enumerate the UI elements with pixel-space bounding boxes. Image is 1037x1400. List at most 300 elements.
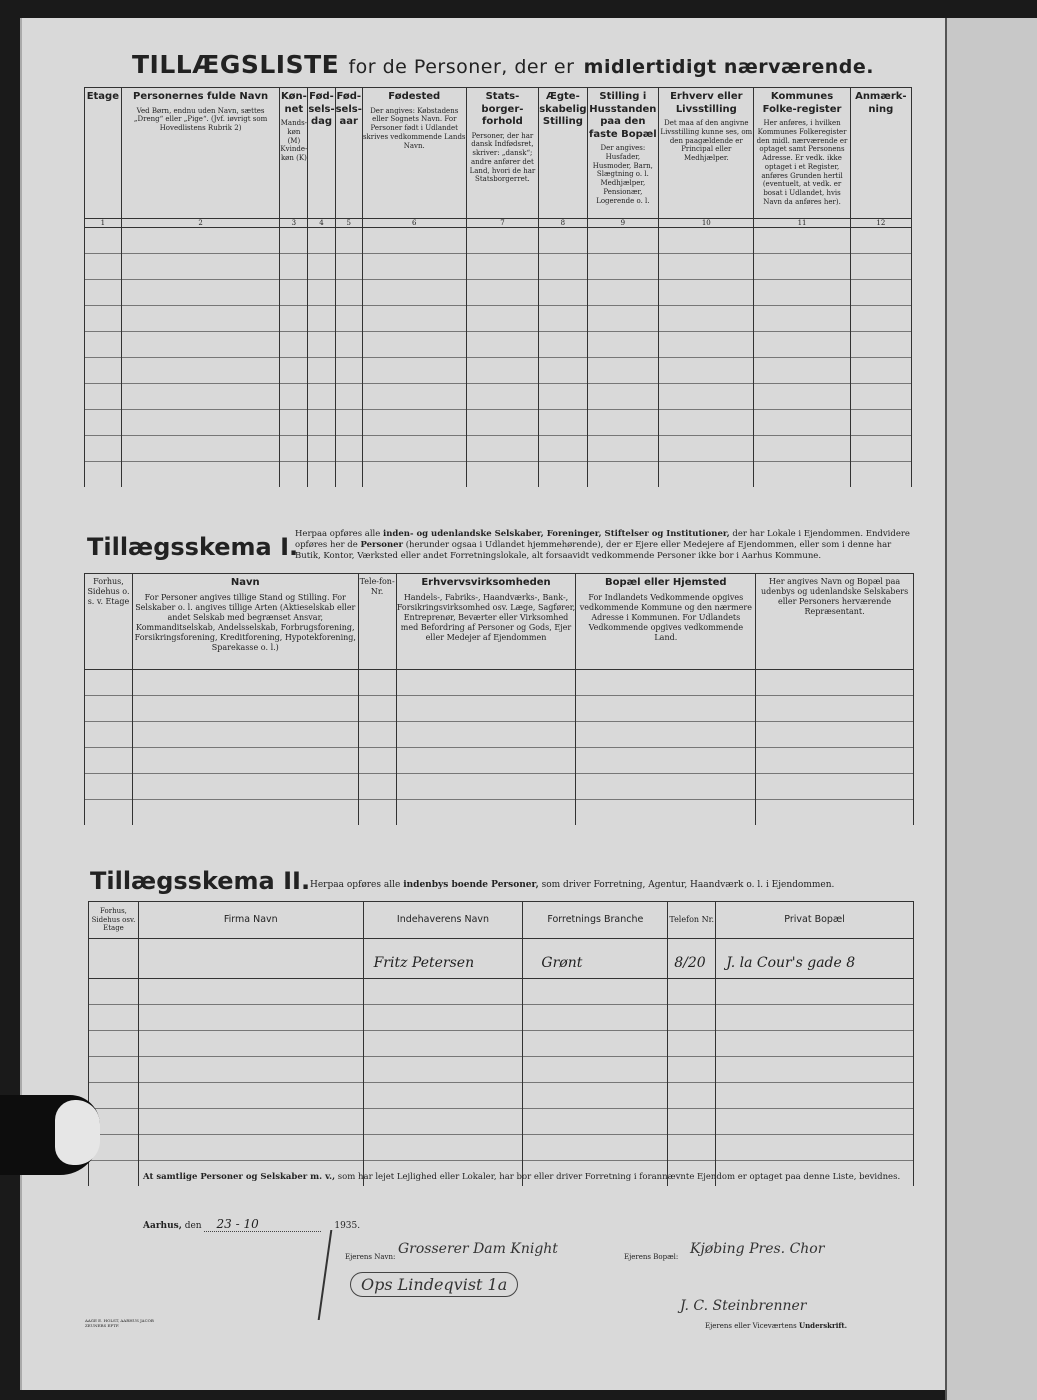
liste-col-number-6: 6 xyxy=(362,219,466,228)
liste-cell xyxy=(539,410,587,436)
skema2-table xyxy=(88,901,914,1186)
liste-cell xyxy=(587,280,659,306)
liste-cell xyxy=(362,228,466,254)
liste-cell xyxy=(362,410,466,436)
liste-cell xyxy=(335,254,362,280)
liste-col-header-12 xyxy=(850,88,911,219)
liste-cell xyxy=(587,254,659,280)
skema1-cell xyxy=(756,722,914,748)
liste-col-number-7: 7 xyxy=(466,219,539,228)
skema1-col-desc-3: Tele-fon-Nr. xyxy=(359,577,395,596)
skema1-cell xyxy=(576,774,756,800)
skema1-col-desc-6: Her angives Navn og Bopæl paa udenbys og udenlandske Selskabers eller Personers herværende Repræsentant. xyxy=(760,577,909,616)
skema1-desc-e: (herunder ogsaa i Udlandet hjemmehørende), der er Ejere eller Medejere af Ejendommen, eller som i denne har Butik, Kontor, Værksted eller andet Forretningslokale, alt forsaavidt vedkommende Personer ikke bor i Aarhus Kommune. xyxy=(295,540,892,562)
skema1-desc-b: inden- og udenlandske Selskaber, Foreninger, Stiftelser og Institutioner, xyxy=(383,529,730,539)
skema1-col-header-2 xyxy=(132,574,358,670)
liste-cell xyxy=(754,228,850,254)
skema1-cell xyxy=(85,722,133,748)
skema2-cell xyxy=(523,1135,668,1161)
liste-row xyxy=(85,306,912,332)
skema2-cell xyxy=(668,1031,716,1057)
liste-cell xyxy=(466,462,539,488)
skema1-cell xyxy=(358,800,396,826)
skema2-desc-a: Herpaa opføres alle xyxy=(310,880,401,890)
skema2-body xyxy=(89,979,914,1187)
liste-cell xyxy=(85,358,122,384)
liste-cell xyxy=(539,358,587,384)
liste-cell xyxy=(362,332,466,358)
skema1-cell xyxy=(576,670,756,696)
skema2-cell-branche: Grønt xyxy=(523,939,668,979)
liste-cell xyxy=(308,358,335,384)
skema1-col-header-1 xyxy=(85,574,133,670)
liste-cell xyxy=(850,254,911,280)
skema1-cell xyxy=(756,696,914,722)
skema1-col-desc-5: For Indlandets Vedkommende opgives vedkommende Kommune og den nærmere Adresse i Kommunen. For Udlandets Vedkommende opgives vedkommende Land. xyxy=(579,592,752,642)
owner-extra-note: Ops Lindeqvist 1a xyxy=(350,1272,518,1297)
liste-cell xyxy=(335,410,362,436)
liste-cell xyxy=(280,254,308,280)
liste-cell xyxy=(85,228,122,254)
liste-row xyxy=(85,254,912,280)
skema2-col-header-4: Forretnings Branche xyxy=(523,902,668,939)
skema1-col-header-6 xyxy=(756,574,914,670)
liste-col-title-2: Personernes fulde Navn xyxy=(133,91,269,102)
skema2-cell xyxy=(523,1057,668,1083)
liste-cell xyxy=(539,384,587,410)
skema2-cell xyxy=(138,979,363,1005)
liste-cell xyxy=(308,254,335,280)
skema2-header-row xyxy=(89,902,914,939)
liste-cell xyxy=(587,410,659,436)
liste-row xyxy=(85,332,912,358)
skema2-cell xyxy=(668,1109,716,1135)
liste-cell xyxy=(121,384,280,410)
liste-cell xyxy=(308,228,335,254)
liste-cell xyxy=(659,436,754,462)
skema2-cell xyxy=(363,1109,523,1135)
skema1-row xyxy=(85,774,914,800)
liste-col-desc-3: Mands-køn (M) Kvinde-køn (K) xyxy=(280,119,308,162)
skema2-cell-telefon: 8/20 xyxy=(668,939,716,979)
liste-cell xyxy=(539,462,587,488)
liste-cell xyxy=(466,306,539,332)
liste-col-title-3: Køn-net xyxy=(281,91,307,115)
skema2-cell xyxy=(138,1031,363,1057)
skema1-row xyxy=(85,800,914,826)
skema2-row xyxy=(89,1005,914,1031)
skema2-cell xyxy=(716,1135,914,1161)
liste-col-header-11 xyxy=(754,88,850,219)
liste-col-number-12: 12 xyxy=(850,219,911,228)
skema2-cell xyxy=(138,1109,363,1135)
liste-cell xyxy=(335,384,362,410)
skema2-cell xyxy=(716,979,914,1005)
liste-cell xyxy=(280,332,308,358)
liste-col-header-1 xyxy=(85,88,122,219)
skema1-body xyxy=(85,670,914,826)
liste-col-title-1: Etage xyxy=(86,91,119,102)
liste-cell xyxy=(362,358,466,384)
liste-cell xyxy=(539,254,587,280)
liste-cell xyxy=(850,436,911,462)
skema1-cell xyxy=(576,800,756,826)
skema1-col-desc-2: For Personer angives tillige Stand og Stilling. For Selskaber o. l. angives tillige Arten (Aktieselskab eller andet Selskab med begrænset Ansvar, Kommanditselskab, Andelsselskab, Forbrugsforening, Forsikringsforening, Kreditforening, Hypotekforening, Sparekasse o. l.) xyxy=(134,592,356,652)
liste-col-number-5: 5 xyxy=(335,219,362,228)
skema1-cell xyxy=(396,774,576,800)
skema2-cell-firma xyxy=(138,939,363,979)
liste-cell xyxy=(85,436,122,462)
skema1-cell xyxy=(132,774,358,800)
liste-col-number-4: 4 xyxy=(308,219,335,228)
skema1-desc-d: Personer xyxy=(360,540,404,551)
caretaker-label-a: Ejerens eller Viceværtens xyxy=(705,1322,797,1330)
skema2-cell xyxy=(523,1109,668,1135)
skema2-desc-c: som driver Forretning, Agentur, Haandværk o. l. i Ejendommen. xyxy=(541,880,835,890)
liste-cell xyxy=(659,462,754,488)
liste-cell xyxy=(280,358,308,384)
liste-col-desc-11: Her anføres, i hvilken Kommunes Folkeregister den midl. nærværende er optaget samt Personens Adresse. Er vedk. ikke optaget i et Register, anføres Grunden hertil (eventuelt, at vedk. er bosat i Udlandet, hvis Navn da anføres her). xyxy=(756,119,848,206)
liste-subtitle-a: for de Personer, der er xyxy=(348,56,575,78)
skema1-col-header-3 xyxy=(358,574,396,670)
liste-cell xyxy=(362,306,466,332)
liste-col-number-2: 2 xyxy=(121,219,280,228)
liste-cell xyxy=(85,462,122,488)
liste-cell xyxy=(850,306,911,332)
skema2-cell xyxy=(668,1005,716,1031)
liste-cell xyxy=(280,462,308,488)
skema1-cell xyxy=(576,748,756,774)
liste-cell xyxy=(466,332,539,358)
liste-col-title-5: Fød-sels-aar xyxy=(335,91,362,127)
skema2-cell xyxy=(363,1031,523,1057)
liste-col-desc-10: Det maa af den angivne Livsstilling kunne ses, om den paagældende er Principal eller Medhjælper. xyxy=(660,119,753,162)
liste-cell xyxy=(587,462,659,488)
liste-cell xyxy=(850,410,911,436)
skema1-cell xyxy=(85,774,133,800)
skema2-col-header-5: Telefon Nr. xyxy=(668,902,716,939)
liste-col-number-1: 1 xyxy=(85,219,122,228)
owner-name-label: Ejerens Navn: xyxy=(345,1253,396,1261)
liste-cell xyxy=(280,436,308,462)
liste-cell xyxy=(659,254,754,280)
skema1-col-desc-4: Handels-, Fabriks-, Haandværks-, Bank-, Forsikringsvirksomhed osv. Læge, Sagfører, Entreprenør, Beværter eller Virksomhed med Befordring af Personer og Gods, Ejer eller Medejer af Ejendommen xyxy=(396,592,576,642)
liste-col-desc-9: Der angives: Husfader, Husmoder, Barn, Slægtning o. l. Medhjælper, Pensionær, Logerende o. l. xyxy=(592,144,653,205)
liste-cell xyxy=(85,410,122,436)
liste-cell xyxy=(466,280,539,306)
footer-den: den xyxy=(184,1221,202,1231)
liste-col-header-3 xyxy=(280,88,308,219)
adjacent-page xyxy=(945,18,1037,1400)
liste-col-header-5 xyxy=(335,88,362,219)
skema2-cell xyxy=(668,1057,716,1083)
skema1-col-header-4 xyxy=(396,574,576,670)
liste-cell xyxy=(754,436,850,462)
liste-cell xyxy=(754,254,850,280)
skema1-cell xyxy=(576,722,756,748)
caretaker-signature: J. C. Steinbrenner xyxy=(680,1298,807,1314)
liste-cell xyxy=(335,228,362,254)
skema1-col-title-2: Navn xyxy=(230,577,260,588)
liste-cell xyxy=(850,332,911,358)
skema1-cell xyxy=(756,774,914,800)
liste-subtitle-b: midlertidigt nærværende. xyxy=(583,56,874,78)
footer-statement-a: At samtlige Personer og Selskaber m. v., xyxy=(143,1172,336,1182)
liste-cell xyxy=(754,332,850,358)
skema1-cell xyxy=(396,800,576,826)
skema1-table xyxy=(84,573,914,825)
skema1-cell xyxy=(358,670,396,696)
skema2-col-header-1: Forhus, Sidehus osv. Etage xyxy=(89,902,139,939)
liste-col-title-4: Fød-sels-dag xyxy=(308,91,335,127)
skema1-row xyxy=(85,670,914,696)
liste-col-number-3: 3 xyxy=(280,219,308,228)
skema2-cell-indehaver: Fritz Petersen xyxy=(363,939,523,979)
liste-col-number-8: 8 xyxy=(539,219,587,228)
liste-cell xyxy=(280,306,308,332)
skema1-header-row xyxy=(85,574,914,670)
liste-cell xyxy=(659,306,754,332)
liste-cell xyxy=(659,410,754,436)
liste-col-header-8 xyxy=(539,88,587,219)
liste-cell xyxy=(659,228,754,254)
skema1-cell xyxy=(132,722,358,748)
owner-bopael-label: Ejerens Bopæl: xyxy=(624,1253,679,1261)
liste-row xyxy=(85,228,912,254)
liste-cell xyxy=(362,280,466,306)
skema2-cell xyxy=(523,1005,668,1031)
liste-cell xyxy=(121,228,280,254)
liste-cell xyxy=(308,436,335,462)
skema2-cell xyxy=(523,979,668,1005)
liste-cell xyxy=(466,358,539,384)
liste-cell xyxy=(539,436,587,462)
skema2-cell xyxy=(363,1005,523,1031)
liste-cell xyxy=(335,306,362,332)
liste-col-title-9: Stilling i Husstanden paa den faste Bopæl xyxy=(589,91,657,140)
skema1-col-title-4: Erhvervsvirksomheden xyxy=(421,577,551,588)
liste-cell xyxy=(335,332,362,358)
liste-col-number-11: 11 xyxy=(754,219,850,228)
skema1-col-title-5: Bopæl eller Hjemsted xyxy=(605,577,727,588)
skema1-cell xyxy=(396,670,576,696)
skema1-cell xyxy=(756,748,914,774)
thumb-nail xyxy=(55,1100,100,1165)
liste-cell xyxy=(659,332,754,358)
owner-bopael-value: Kjøbing Pres. Chor xyxy=(690,1241,825,1257)
skema2-desc-b: indenbys boende Personer, xyxy=(403,880,539,890)
printer-imprint: AAGE E. HOLST, AARHUS JACOB ZEUNERS EFTF. xyxy=(85,1318,154,1329)
liste-cell xyxy=(362,254,466,280)
skema1-cell xyxy=(132,696,358,722)
liste-number-row xyxy=(85,219,912,228)
liste-row xyxy=(85,462,912,488)
liste-cell xyxy=(121,306,280,332)
skema2-cell xyxy=(363,1083,523,1109)
liste-cell xyxy=(659,384,754,410)
liste-cell xyxy=(850,358,911,384)
liste-cell xyxy=(587,332,659,358)
liste-cell xyxy=(850,462,911,488)
liste-body xyxy=(85,228,912,488)
liste-cell xyxy=(335,462,362,488)
liste-cell xyxy=(308,280,335,306)
skema2-cell xyxy=(89,1057,139,1083)
tillaegsliste-table xyxy=(84,87,912,487)
liste-cell xyxy=(754,384,850,410)
skema2-col-header-6: Privat Bopæl xyxy=(716,902,914,939)
skema1-desc-c: der har Lokale i Ejendommen. Endvidere opføres her de xyxy=(295,529,910,551)
liste-cell xyxy=(335,436,362,462)
liste-col-title-6: Fødested xyxy=(388,91,441,102)
liste-cell xyxy=(850,228,911,254)
liste-cell xyxy=(659,358,754,384)
skema2-cell-bopael: J. la Cour's gade 8 xyxy=(716,939,914,979)
skema2-row xyxy=(89,1031,914,1057)
liste-cell xyxy=(587,228,659,254)
skema1-cell xyxy=(358,748,396,774)
liste-col-header-2 xyxy=(121,88,280,219)
liste-cell xyxy=(587,384,659,410)
liste-col-header-7 xyxy=(466,88,539,219)
liste-col-number-10: 10 xyxy=(659,219,754,228)
skema2-cell xyxy=(89,979,139,1005)
liste-cell xyxy=(466,384,539,410)
footer-statement xyxy=(143,1172,918,1182)
skema2-cell xyxy=(363,979,523,1005)
skema2-cell xyxy=(668,979,716,1005)
skema1-desc-a: Herpaa opføres alle xyxy=(295,529,381,539)
skema1-cell xyxy=(85,800,133,826)
skema2-cell xyxy=(523,1031,668,1057)
skema1-col-desc-1: Forhus, Sidehus o. s. v. Etage xyxy=(87,577,130,606)
skema1-description xyxy=(295,529,915,562)
liste-col-header-9 xyxy=(587,88,659,219)
liste-col-desc-2: Ved Børn, endnu uden Navn, sættes „Dreng“ eller „Pige“. (Jvf. iøvrigt som Hovedlistens Rubrik 2) xyxy=(133,106,268,132)
skema2-cell-etage xyxy=(89,939,139,979)
skema1-cell xyxy=(756,800,914,826)
liste-cell xyxy=(85,280,122,306)
skema2-cell xyxy=(523,1083,668,1109)
liste-cell xyxy=(754,280,850,306)
page-title xyxy=(132,50,874,79)
liste-col-title-8: Ægte-skabelig Stilling xyxy=(539,91,587,127)
liste-col-desc-6: Der angives: Købstadens eller Sognets Navn. For Personer født i Udlandet skrives vedkommende Lands Navn. xyxy=(362,106,466,150)
skema1-cell xyxy=(85,748,133,774)
liste-cell xyxy=(362,462,466,488)
skema2-cell xyxy=(138,1083,363,1109)
skema2-cell xyxy=(363,1057,523,1083)
skema1-cell xyxy=(132,670,358,696)
liste-cell xyxy=(539,228,587,254)
liste-cell xyxy=(280,384,308,410)
liste-col-header-10 xyxy=(659,88,754,219)
liste-row xyxy=(85,280,912,306)
skema2-col-header-3: Indehaverens Navn xyxy=(363,902,523,939)
liste-cell xyxy=(466,410,539,436)
liste-cell xyxy=(85,306,122,332)
liste-col-title-10: Erhverv eller Livsstilling xyxy=(670,91,743,115)
liste-cell xyxy=(280,280,308,306)
skema2-cell xyxy=(138,1005,363,1031)
liste-col-number-9: 9 xyxy=(587,219,659,228)
liste-cell xyxy=(121,410,280,436)
liste-cell xyxy=(121,462,280,488)
skema1-cell xyxy=(358,696,396,722)
skema1-row xyxy=(85,696,914,722)
skema2-cell xyxy=(138,1135,363,1161)
liste-cell xyxy=(466,436,539,462)
liste-title: TILLÆGSLISTE xyxy=(132,50,340,79)
liste-cell xyxy=(280,410,308,436)
liste-cell xyxy=(280,228,308,254)
skema1-cell xyxy=(576,696,756,722)
liste-cell xyxy=(121,280,280,306)
skema2-cell xyxy=(716,1109,914,1135)
liste-cell xyxy=(85,384,122,410)
liste-cell xyxy=(587,436,659,462)
skema2-row xyxy=(89,1109,914,1135)
liste-col-desc-7: Personer, der har dansk Indfødsret, skriver: „dansk“; andre anfører det Land, hvori de har Statsborgerret. xyxy=(469,131,536,184)
footer-year: 1935. xyxy=(334,1221,361,1231)
liste-row xyxy=(85,410,912,436)
liste-cell xyxy=(121,254,280,280)
liste-cell xyxy=(587,358,659,384)
liste-cell xyxy=(659,280,754,306)
liste-cell xyxy=(754,358,850,384)
liste-cell xyxy=(539,280,587,306)
liste-cell xyxy=(121,436,280,462)
liste-cell xyxy=(121,332,280,358)
liste-cell xyxy=(850,280,911,306)
liste-cell xyxy=(308,306,335,332)
liste-cell xyxy=(308,332,335,358)
skema1-cell xyxy=(756,670,914,696)
liste-cell xyxy=(539,332,587,358)
owner-name-signature: Grosserer Dam Knight xyxy=(398,1241,558,1257)
skema1-cell xyxy=(85,696,133,722)
skema1-cell xyxy=(396,722,576,748)
skema2-cell xyxy=(89,1161,139,1187)
skema2-row xyxy=(89,1083,914,1109)
liste-row xyxy=(85,358,912,384)
liste-col-header-4 xyxy=(308,88,335,219)
liste-col-title-7: Stats-borger-forhold xyxy=(481,91,524,127)
skema1-cell xyxy=(85,670,133,696)
liste-row xyxy=(85,384,912,410)
skema1-title: Tillægsskema I. xyxy=(87,533,299,561)
skema2-row xyxy=(89,979,914,1005)
skema2-row xyxy=(89,1057,914,1083)
skema2-description xyxy=(310,880,910,892)
skema2-cell xyxy=(716,1057,914,1083)
skema2-cell xyxy=(89,1031,139,1057)
caretaker-label-b: Underskrift. xyxy=(798,1321,848,1330)
liste-cell xyxy=(466,228,539,254)
liste-cell xyxy=(85,254,122,280)
footer-date: 23 - 10 xyxy=(204,1217,321,1232)
skema2-cell xyxy=(363,1135,523,1161)
skema1-row xyxy=(85,748,914,774)
liste-cell xyxy=(308,410,335,436)
liste-cell xyxy=(308,384,335,410)
liste-cell xyxy=(850,384,911,410)
skema1-cell xyxy=(358,722,396,748)
footer-place: Aarhus, xyxy=(143,1221,182,1231)
liste-cell xyxy=(754,462,850,488)
caretaker-label xyxy=(705,1321,847,1330)
skema2-title: Tillægsskema II. xyxy=(90,867,311,895)
